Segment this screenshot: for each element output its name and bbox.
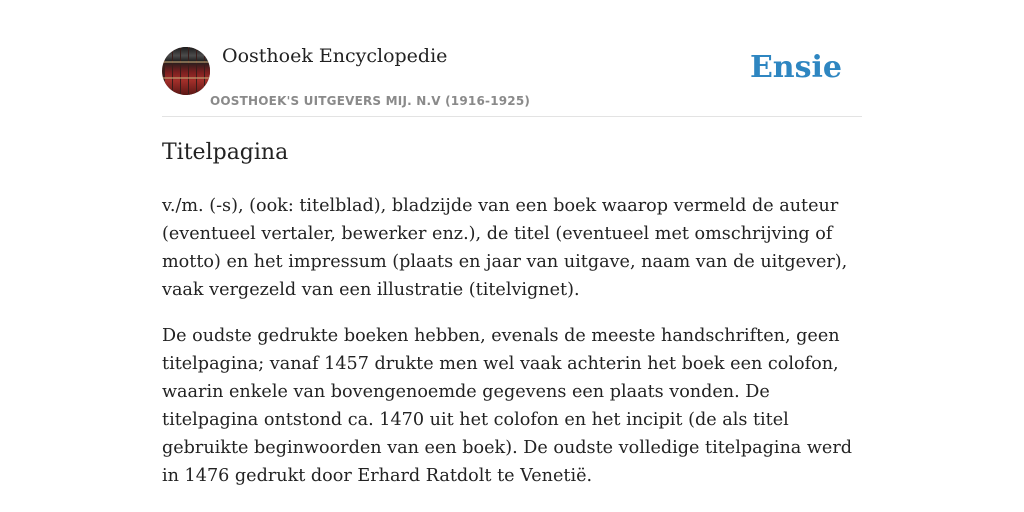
encyclopedia-books-icon[interactable]: [162, 47, 210, 95]
content-column: [162, 0, 862, 486]
article-paragraph: De oudste gedrukte boeken hebben, evenals de meeste handschriften, geen titelpagina; vanaf 1457 drukte men wel vaak achterin het boek een colofon, waarin enkele van bovengenoemde gegevens een plaats vonden. De titelpagina ontstond ca. 1470 uit het colofon en het incipit (de als titel gebruikte beginwoorden van een boek). De oudste volledige titelpagina werd in 1476 gedrukt door Erhard Ratdolt te Venetië.: [162, 326, 853, 486]
brand-logo-link[interactable]: Ensie: [749, 50, 842, 85]
source-name[interactable]: Oosthoek Encyclopedie: [222, 45, 448, 67]
header: [162, 0, 862, 117]
publisher-label: OOSTHOEK'S UITGEVERS MIJ. N.V (1916-1925): [210, 94, 531, 108]
article-title: Titelpagina: [162, 140, 289, 165]
article-paragraph: v./m. (-s), (ook: titelblad), bladzijde van een boek waarop vermeld de auteur (eventueel vertaler, bewerker enz.), de titel (eventueel met omschrijving of motto) en het impressum (plaats en jaar van uitgave, naam van de uitgever), vaak vergezeld van een illustratie (titelvignet).: [162, 196, 848, 300]
article-body: [162, 192, 862, 508]
